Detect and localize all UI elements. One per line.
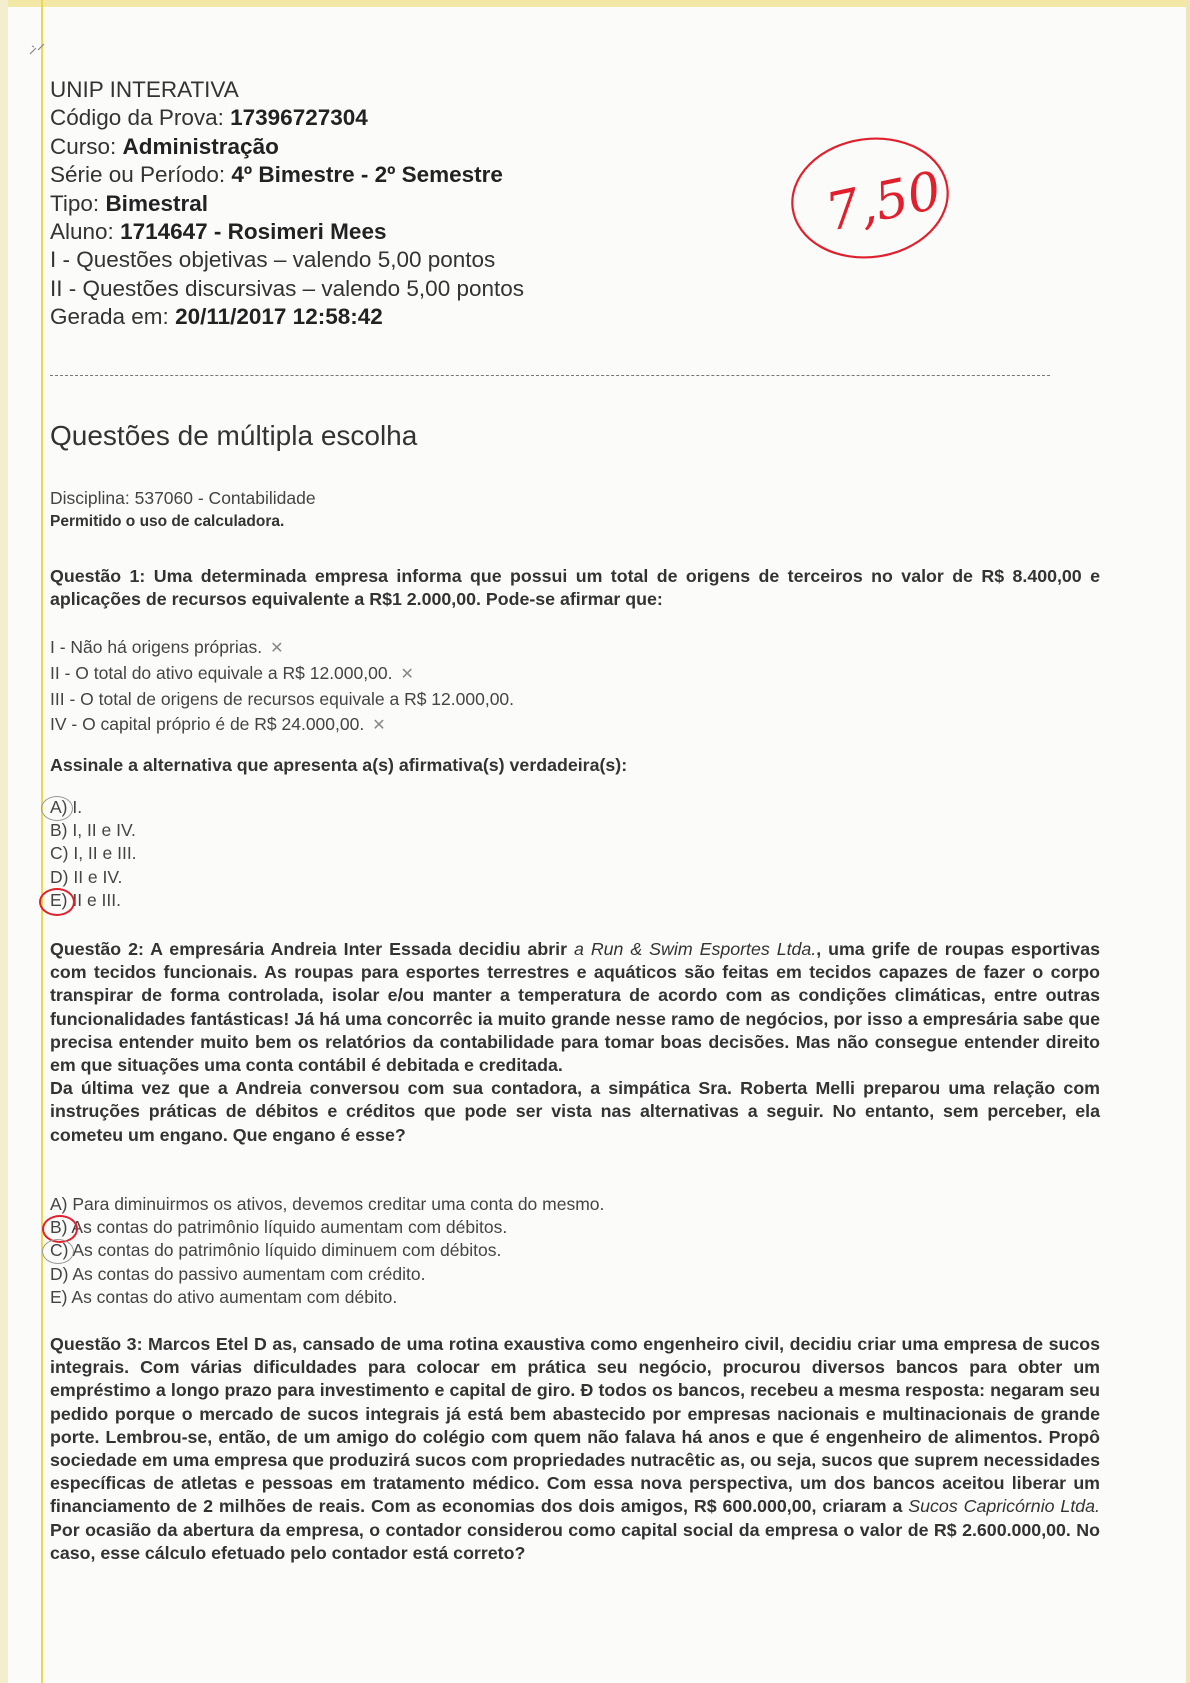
separator-line (50, 375, 1050, 376)
q2-option-c[interactable]: C) As contas do patrimônio líquido diminuem com débitos. (50, 1239, 604, 1262)
generated-datetime: 20/11/2017 12:58:42 (175, 304, 383, 330)
exam-header (50, 76, 524, 332)
header-row-course: Curso: Administração (50, 133, 279, 159)
question-2-text (50, 938, 1100, 1147)
exam-code: 17396727304 (230, 105, 368, 131)
q1-option-a[interactable]: A) I. (50, 796, 137, 819)
generated-at: Gerada em: 20/11/2017 12:58:42 (50, 304, 383, 330)
grade-circle (785, 130, 955, 265)
header-row-student: Aluno: 1714647 - Rosimeri Mees (50, 219, 387, 245)
scan-left-edge (0, 0, 8, 1683)
q1-option-e[interactable]: E) II e III. (50, 889, 137, 912)
objective-points: I - Questões objetivas – valendo 5,00 pontos (50, 247, 496, 273)
company-name: a Run & Swim Esportes Ltda. (573, 939, 817, 959)
grade-value: 7,50 (820, 160, 947, 244)
q2-option-b[interactable]: B) As contas do patrimônio líquido aumentam com débitos. (50, 1216, 604, 1239)
pencil-circle-mark (42, 1239, 74, 1264)
statement-2: II - O total do ativo equivale a R$ 12.000,00. ✕ (50, 663, 414, 683)
essay-points: II - Questões discursivas – valendo 5,00 pontos (50, 275, 525, 301)
calculator-notice: Permitido o uso de calculadora. (50, 513, 285, 530)
period-value: 4º Bimestre - 2º Semestre (231, 162, 503, 188)
scan-right-edge (1186, 0, 1190, 1683)
question-1-options (50, 796, 137, 912)
company-name: Sucos Capricórnio Ltda. (908, 1496, 1100, 1517)
handwritten-grade (785, 130, 955, 265)
q1-option-b[interactable]: B) I, II e IV. (50, 820, 136, 841)
institution-name: UNIP INTERATIVA (50, 77, 239, 102)
scribble-mark (28, 42, 48, 56)
statement-1: I - Não há origens próprias. ✕ (50, 637, 284, 657)
scan-top-edge (0, 0, 1190, 7)
exam-type: Bimestral (105, 190, 208, 216)
margin-line (41, 0, 43, 1683)
question-1-prompt: Assinale a alternativa que apresenta a(s) afirmativa(s) verdadeira(s): (50, 755, 628, 775)
x-mark-icon: ✕ (270, 640, 284, 657)
section-title: Questões de múltipla escolha (50, 420, 418, 451)
course-name: Administração (122, 133, 279, 159)
student-name: 1714647 - Rosimeri Mees (120, 219, 387, 245)
question-2-options (50, 1193, 604, 1309)
header-row-code: Código da Prova: 17396727304 (50, 105, 368, 131)
discipline: Disciplina: 537060 - Contabilidade (50, 488, 316, 508)
header-row-period: Série ou Período: 4º Bimestre - 2º Semestre (50, 162, 503, 188)
pencil-circle-mark (41, 796, 73, 821)
x-mark-icon: ✕ (372, 717, 386, 734)
red-circle-mark (39, 888, 75, 916)
question-2-paragraph-2: Da última vez que a Andreia conversou com sua contadora, a simpática Sra. Roberta Melli preparou uma relação com instruções práticas de débitos e créditos que pode ser vista nas alternativas a seguir. No entanto, sem perceber, ela cometeu um engano. Que engano é esse? (50, 1078, 1100, 1145)
statement-3: III - O total de origens de recursos equivale a R$ 12.000,00. (50, 689, 515, 709)
q2-option-d[interactable]: D) As contas do passivo aumentam com crédito. (50, 1263, 426, 1284)
question-2-paragraph-1: Questão 2: A empresária Andreia Inter Essada decidiu abrir a Run & Swim Esportes Ltda., uma grife de roupas esportivas com tecidos funcionais. As roupas para esportes terrestres e aquáticos são feitas em tecidos capazes de fazer o corpo transpirar de forma controlada, isolar e/ou manter a temperatura de acordo com as condições climáticas, entre outras funcionalidades fantásticas! Já há uma concorrêc ia muito grande nesse ramo de negócios, por isso a empresária sabe que precisa entender muito bem os relatórios da contabilidade para tomar boas decisões. Mas não consegue entender direito em que situações uma conta contábil é debitada e creditada. (50, 939, 1100, 1076)
q1-option-d[interactable]: D) II e IV. (50, 866, 123, 887)
q1-option-c[interactable]: C) I, II e III. (50, 843, 137, 864)
q2-option-e[interactable]: E) As contas do ativo aumentam com débito. (50, 1286, 398, 1307)
question-3-text: Questão 3: Marcos Etel D as, cansado de uma rotina exaustiva como engenheiro civil, decidiu criar uma empresa de sucos integrais. Com várias dificuldades para colocar em prática seu negócio, procurou diversos bancos para obter um empréstimo a longo prazo para investimento e capital de giro. Ð todos os bancos, recebeu a mesma resposta: negaram seu pedido porque o mercado de sucos integrais já está bem abastecido por empresas nacionais e multinacionais de grande porte. Lembrou-se, então, de um amigo do colégio com quem não falava há anos e que é engenheiro de alimentos. Propô sociedade em uma empresa que produzirá sucos com propriedades nutracêtic as, ou seja, sucos que suprem necessidades específicas de atletas e pessoas em tratamento médico. Com essa nova perspectiva, um dos bancos aceitou liberar um financiamento de 2 milhões de reais. Com as economias dos dois amigos, R$ 600.000,00, criaram a Sucos Capricórnio Ltda. Por ocasião da abertura da empresa, o contador considerou como capital social da empresa o valor de R$ 2.600.000,00. No caso, esse cálculo efetuado pelo contador está correto? (50, 1334, 1100, 1563)
question-1-statements (50, 635, 514, 738)
x-mark-icon: ✕ (400, 666, 414, 683)
question-1-text: Questão 1: Uma determinada empresa informa que possui um total de origens de terceiros no valor de R$ 8.400,00 e aplicações de recursos equivalente a R$1 2.000,00. Pode-se afirmar que: (50, 566, 1100, 610)
header-row-type: Tipo: Bimestral (50, 190, 208, 216)
q2-option-a[interactable]: A) Para diminuirmos os ativos, devemos creditar uma conta do mesmo. (50, 1194, 605, 1214)
statement-4: IV - O capital próprio é de R$ 24.000,00. ✕ (50, 714, 386, 734)
